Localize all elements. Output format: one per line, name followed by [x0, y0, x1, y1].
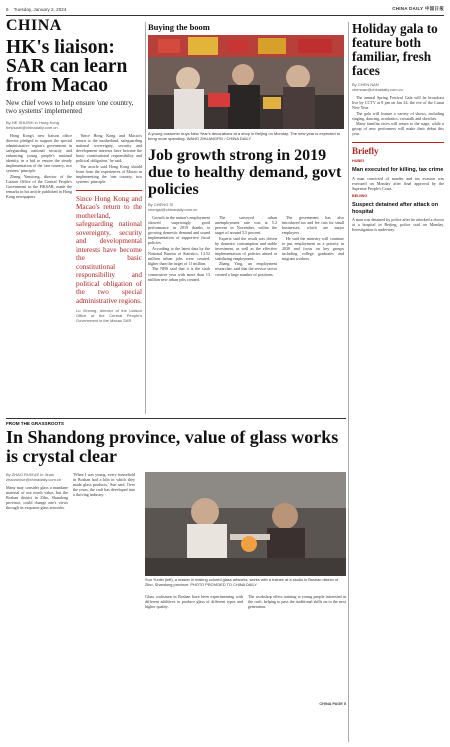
brief-text: A man convicted of murder and tax evasion was executed on Monday after final approval by the Supreme People's Court. [352, 175, 444, 191]
shop-photo-illustration [148, 35, 344, 129]
feature-byline [148, 202, 344, 212]
brief-text: A man was detained by police after he attacked a doctor at a hospital in Beijing, police said on Monday. Investigation is underway. [352, 217, 444, 233]
column-divider [145, 22, 146, 414]
feature-photo [148, 35, 344, 129]
lead-deck: New chief vows to help ensure 'one country, two systems' implemented [6, 99, 134, 116]
lead-para: Hong Kong's new liaison office director pledged to support the special administrative region's government in safeguarding national security and enhancing young people's national identity, in a bid to ensure the steady implementation of the 'one country, two systems' principle. [6, 132, 72, 174]
feature-body-col2 [215, 215, 277, 282]
feature-para: Experts said the result was driven by domestic consumption and stable investment, as well as the effective implementation of policies aimed at stabilizing employment. [215, 235, 277, 261]
glass-headline: In Shandong province, value of glass works is crystal clear [6, 427, 339, 466]
masthead [6, 4, 444, 14]
glass-para: The workshop offers training to young people interested in the craft, helping to pass the traditional skills on to the next generation. [248, 594, 346, 610]
gala-para: Many familiar faces will return to the stage, while a group of new performers will make their debut this year. [352, 121, 444, 137]
continued-label: CHINA PAGE 5 [319, 702, 346, 706]
lead-body-col2 [76, 133, 142, 323]
brand-name: CHINA DAILY [392, 6, 424, 11]
brief-headline: Man executed for killing, tax crime [352, 167, 444, 174]
glass-col1 [6, 472, 68, 510]
pull-quote-attribution: Lu Xinning, director of the Liaison Office of the Central People's Government in the Macao SAR [76, 308, 142, 324]
lead-headline: HK's liaison: SAR can learn from Macao [6, 37, 128, 96]
glass-byline-name: By ZHAO RUIXUE in Jinan [6, 472, 55, 477]
glass-photo [145, 472, 346, 576]
issue-date: Tuesday, January 2, 2024 [13, 6, 67, 12]
page-number: 6 [6, 6, 9, 12]
gala-byline-name: By CHEN NAN [352, 82, 379, 87]
lead-para: 'Since Hong Kong and Macao's return to the motherland, safeguarding national sovereignty, security and development interests have become the basic constitutional responsibility and political obligation,' he said. [76, 132, 142, 164]
glass-para: Glass craftsmen in Boshan have been experimenting with different additives to produce glass of different types and higher quality. [145, 594, 243, 610]
gala-byline [352, 82, 444, 92]
glass-workshop-illustration [145, 472, 346, 576]
feature-para: He said the ministry will continue to put employment as a priority in 2020 and focus on key groups including college graduates and migrant workers. [282, 235, 344, 261]
masthead-left [6, 7, 70, 12]
gala-para: The annual Spring Festival Gala will be broadcast live by CCTV at 8 pm on Jan 24, the eve of the Lunar New Year. [352, 95, 444, 111]
glass-body-lower [145, 594, 346, 609]
lead-para: The article said Hong Kong should learn from the experiences of Macao in implementing the 'one country, two systems' principle. [76, 163, 142, 184]
feature-para: The government has also introduced tax and fee cuts for small businesses, which are major employers. [282, 215, 344, 236]
brief-kicker: BEIJING [352, 194, 368, 199]
glass-para: 'When I was young, every household in Boshan had a kiln in which they made glass products,' Sun said. Over the years, the craft has developed into a thriving industry. [73, 472, 135, 498]
glass-para: Many may consider glass a mundane material of not much value, but the Boshan district in Zibo, Shandong province, could change one's views through its exquisite glass artworks. [6, 485, 68, 511]
brief-headline: Suspect detained after attack on hospital [352, 202, 439, 215]
lead-para: Zheng Yanxiong, director of the Liaison Office of the Central People's Government in the HKSAR, made the remarks in his article published in Hong Kong newspapers. [6, 173, 72, 199]
feature-byline-name: By CHENG SI [148, 202, 174, 207]
feature-caption: A young customer buys New Year's decorations at a shop in Beijing on Monday. The new year is expected to bring more spending. WANG ZHUANGFEI / CHINA DAILY [148, 131, 341, 141]
brand-name-cn: 中国日报 [424, 6, 444, 11]
feature-body [148, 215, 344, 282]
brief-kicker: HUBEI [352, 159, 364, 164]
right-column [352, 22, 444, 232]
gala-byline-email: chennan@chinadaily.com.cn [352, 87, 403, 92]
glass-byline-email: zhaoruixue@chinadaily.com.cn [6, 477, 62, 482]
grassroots-bar: FROM THE GRASSROOTS [6, 418, 346, 426]
feature-body-col3 [282, 215, 344, 282]
lead-byline-name: By HE SHUSHI in Hong Kong [6, 119, 59, 125]
gala-body [352, 95, 444, 136]
lead-body [6, 133, 142, 323]
gala-para: The gala will feature a variety of shows, including singing, dancing, acrobatics, crosstalk and sketches. [352, 110, 444, 121]
feature-headline: Job growth strong in 2019 due to healthy demand, govt policies [148, 147, 342, 198]
feature-body-col1 [148, 215, 210, 282]
lead-byline-email: heshushi@chinadaily.com.cn [6, 124, 58, 130]
glass-byline [6, 472, 68, 482]
brand [392, 6, 444, 12]
lead-story [6, 38, 142, 323]
section-title: CHINA [6, 17, 62, 34]
lead-body-col1 [6, 133, 72, 323]
feature-para: According to the latest data by the National Bureau of Statistics, 13.52 million urban jobs were created, higher than the target of 11 million. [148, 245, 210, 266]
feature-para: The NBS said that it is the sixth consecutive year with more than 13 million new urban jobs created. [148, 266, 210, 282]
top-rule [6, 15, 444, 16]
feature-para: Growth in the nation's employment showed surprisingly good performance in 2019 thanks to growing domestic demand and sound implementation of supportive fiscal policies. [148, 215, 210, 246]
column-divider [348, 22, 349, 742]
feature-para: Zhang Ying, an employment researcher, said that the service sector created a large number of positions. [215, 261, 277, 277]
briefly-heading: Briefly [352, 142, 444, 156]
glass-col2 [73, 472, 135, 510]
lead-byline [6, 120, 142, 130]
gala-headline: Holiday gala to feature both familiar, fresh faces [352, 21, 438, 78]
feature-para: The surveyed urban unemployment rate was at 5.2 percent in November, within the target of around 5.5 percent. [215, 215, 277, 236]
pull-quote: Since Hong Kong and Macao's return to the motherland, safeguarding national sovereignty, security and developmental interests have become the basic constitutional responsibility and political obligation of the two special administrative regions. [76, 190, 142, 306]
feature-kicker: Buying the boom [148, 22, 210, 32]
feature-story [148, 22, 344, 282]
feature-byline-email: chengsi@chinadaily.com.cn [148, 207, 198, 212]
glass-caption: Sun Yunfei (left), a master in making colored glass artworks, works with a trainee at a studio in Boshan district of Zibo, Shandong province. PHOTO PROVIDED TO CHINA DAILY [145, 577, 339, 587]
